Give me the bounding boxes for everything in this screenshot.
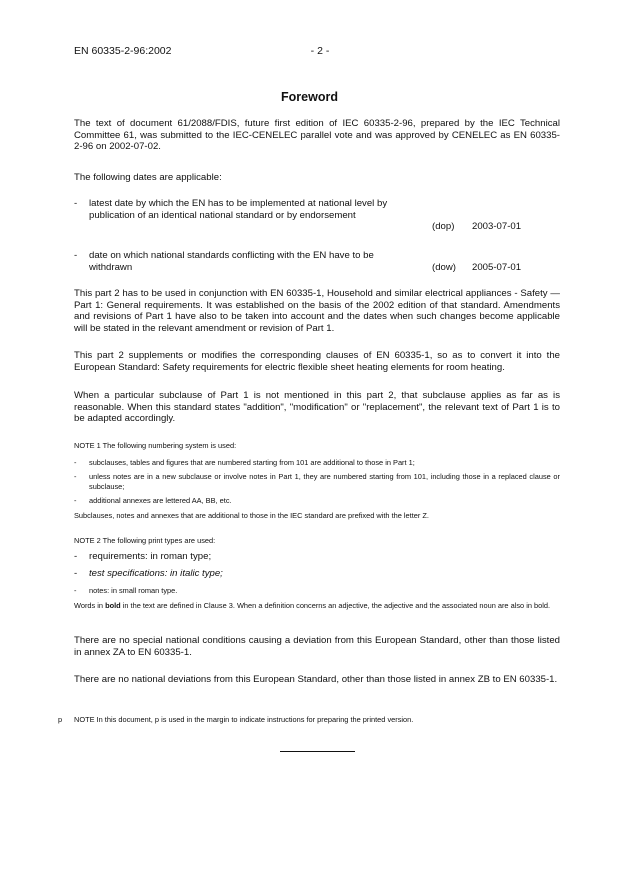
date-item-dop-date: 2003-07-01 <box>472 221 522 232</box>
date-item-dop-text: latest date by which the EN has to be implemented at national level by publication of an identical national standard or by endorsement <box>89 198 388 221</box>
note1-item: unless notes are in a new subclause or involve notes in Part 1, they are numbered starting from 101, including those in a replaced clause or subclause; <box>89 472 560 491</box>
date-item-dow-text: date on which national standards conflicting with the EN have to be withdrawn <box>89 250 374 273</box>
part2-paragraph: This part 2 has to be used in conjunction with EN 60335-1, Household and similar electrical appliances - Safety — Part 1: General requirements. It was established on the basis of the 2002 edition of that standard. Amendments and revisions of Part 1 have also to be taken into account and the dates when such changes become applicable will be stated in the relevant amendment or revision of Part 1. <box>74 288 560 334</box>
note1-title: NOTE 1 The following numbering system is used: <box>74 441 237 450</box>
margin-note: NOTE In this document, p is used in the margin to indicate instructions for preparing the printed version. <box>74 715 414 724</box>
intro-paragraph: The text of document 61/2088/FDIS, future first edition of IEC 60335-2-96, prepared by the IEC Technical Committee 61, was submitted to the IEC-CENELEC parallel vote and was approved by CENELEC as EN 60335-2-96 on 2002-07-02. <box>74 118 560 153</box>
dates-intro: The following dates are applicable: <box>74 172 222 183</box>
supplements-paragraph: This part 2 supplements or modifies the corresponding clauses of EN 60335-1, so as to convert it into the European Standard: Safety requirements for electric flexible sheet heating elements for room heating. <box>74 350 560 373</box>
note2-item-italic: test specifications: in italic type; <box>89 568 223 579</box>
list-dash: - <box>74 198 78 209</box>
note2-item-small: notes: in small roman type. <box>89 586 178 595</box>
bold-word: bold <box>105 601 121 610</box>
note2-item-roman: requirements: in roman type; <box>89 551 212 562</box>
list-dash: - <box>74 458 77 467</box>
list-dash: - <box>74 250 78 261</box>
note1-footer: Subclauses, notes and annexes that are additional to those in the IEC standard are prefixed with the letter Z. <box>74 511 429 520</box>
list-dash: - <box>74 586 77 595</box>
list-dash: - <box>74 496 77 505</box>
margin-marker: p <box>58 715 63 724</box>
list-dash: - <box>74 472 77 481</box>
date-item-dop-code: (dop) <box>432 221 455 232</box>
bold-definition-note: Words in bold in the text are defined in Clause 3. When a definition concerns an adjective, the adjective and the associated noun are also in bold. <box>74 601 551 610</box>
list-dash: - <box>74 568 78 579</box>
page-number: - 2 - <box>310 45 330 57</box>
date-item-dow-date: 2005-07-01 <box>472 262 522 273</box>
subclause-paragraph: When a particular subclause of Part 1 is not mentioned in this part 2, that subclause applies as far as is reasonable. When this standard states "addition", "modification" or "replacement", the relevant text of Part 1 is to be adapted accordingly. <box>74 390 560 425</box>
list-dash: - <box>74 551 78 562</box>
note1-item: additional annexes are lettered AA, BB, etc. <box>89 496 232 505</box>
foreword-title: Foreword <box>281 90 338 104</box>
conditions-paragraph: There are no special national conditions causing a deviation from this European Standard, other than those listed in annex ZA to EN 60335-1. <box>74 635 560 658</box>
deviations-paragraph: There are no national deviations from this European Standard, other than those listed in annex ZB to EN 60335-1. <box>74 674 558 685</box>
date-item-dow-code: (dow) <box>432 262 456 273</box>
document-id: EN 60335-2-96:2002 <box>74 45 172 57</box>
note1-item: subclauses, tables and figures that are numbered starting from 101 are additional to those in Part 1; <box>89 458 415 467</box>
end-rule <box>280 751 355 752</box>
note2-title: NOTE 2 The following print types are used: <box>74 536 216 545</box>
